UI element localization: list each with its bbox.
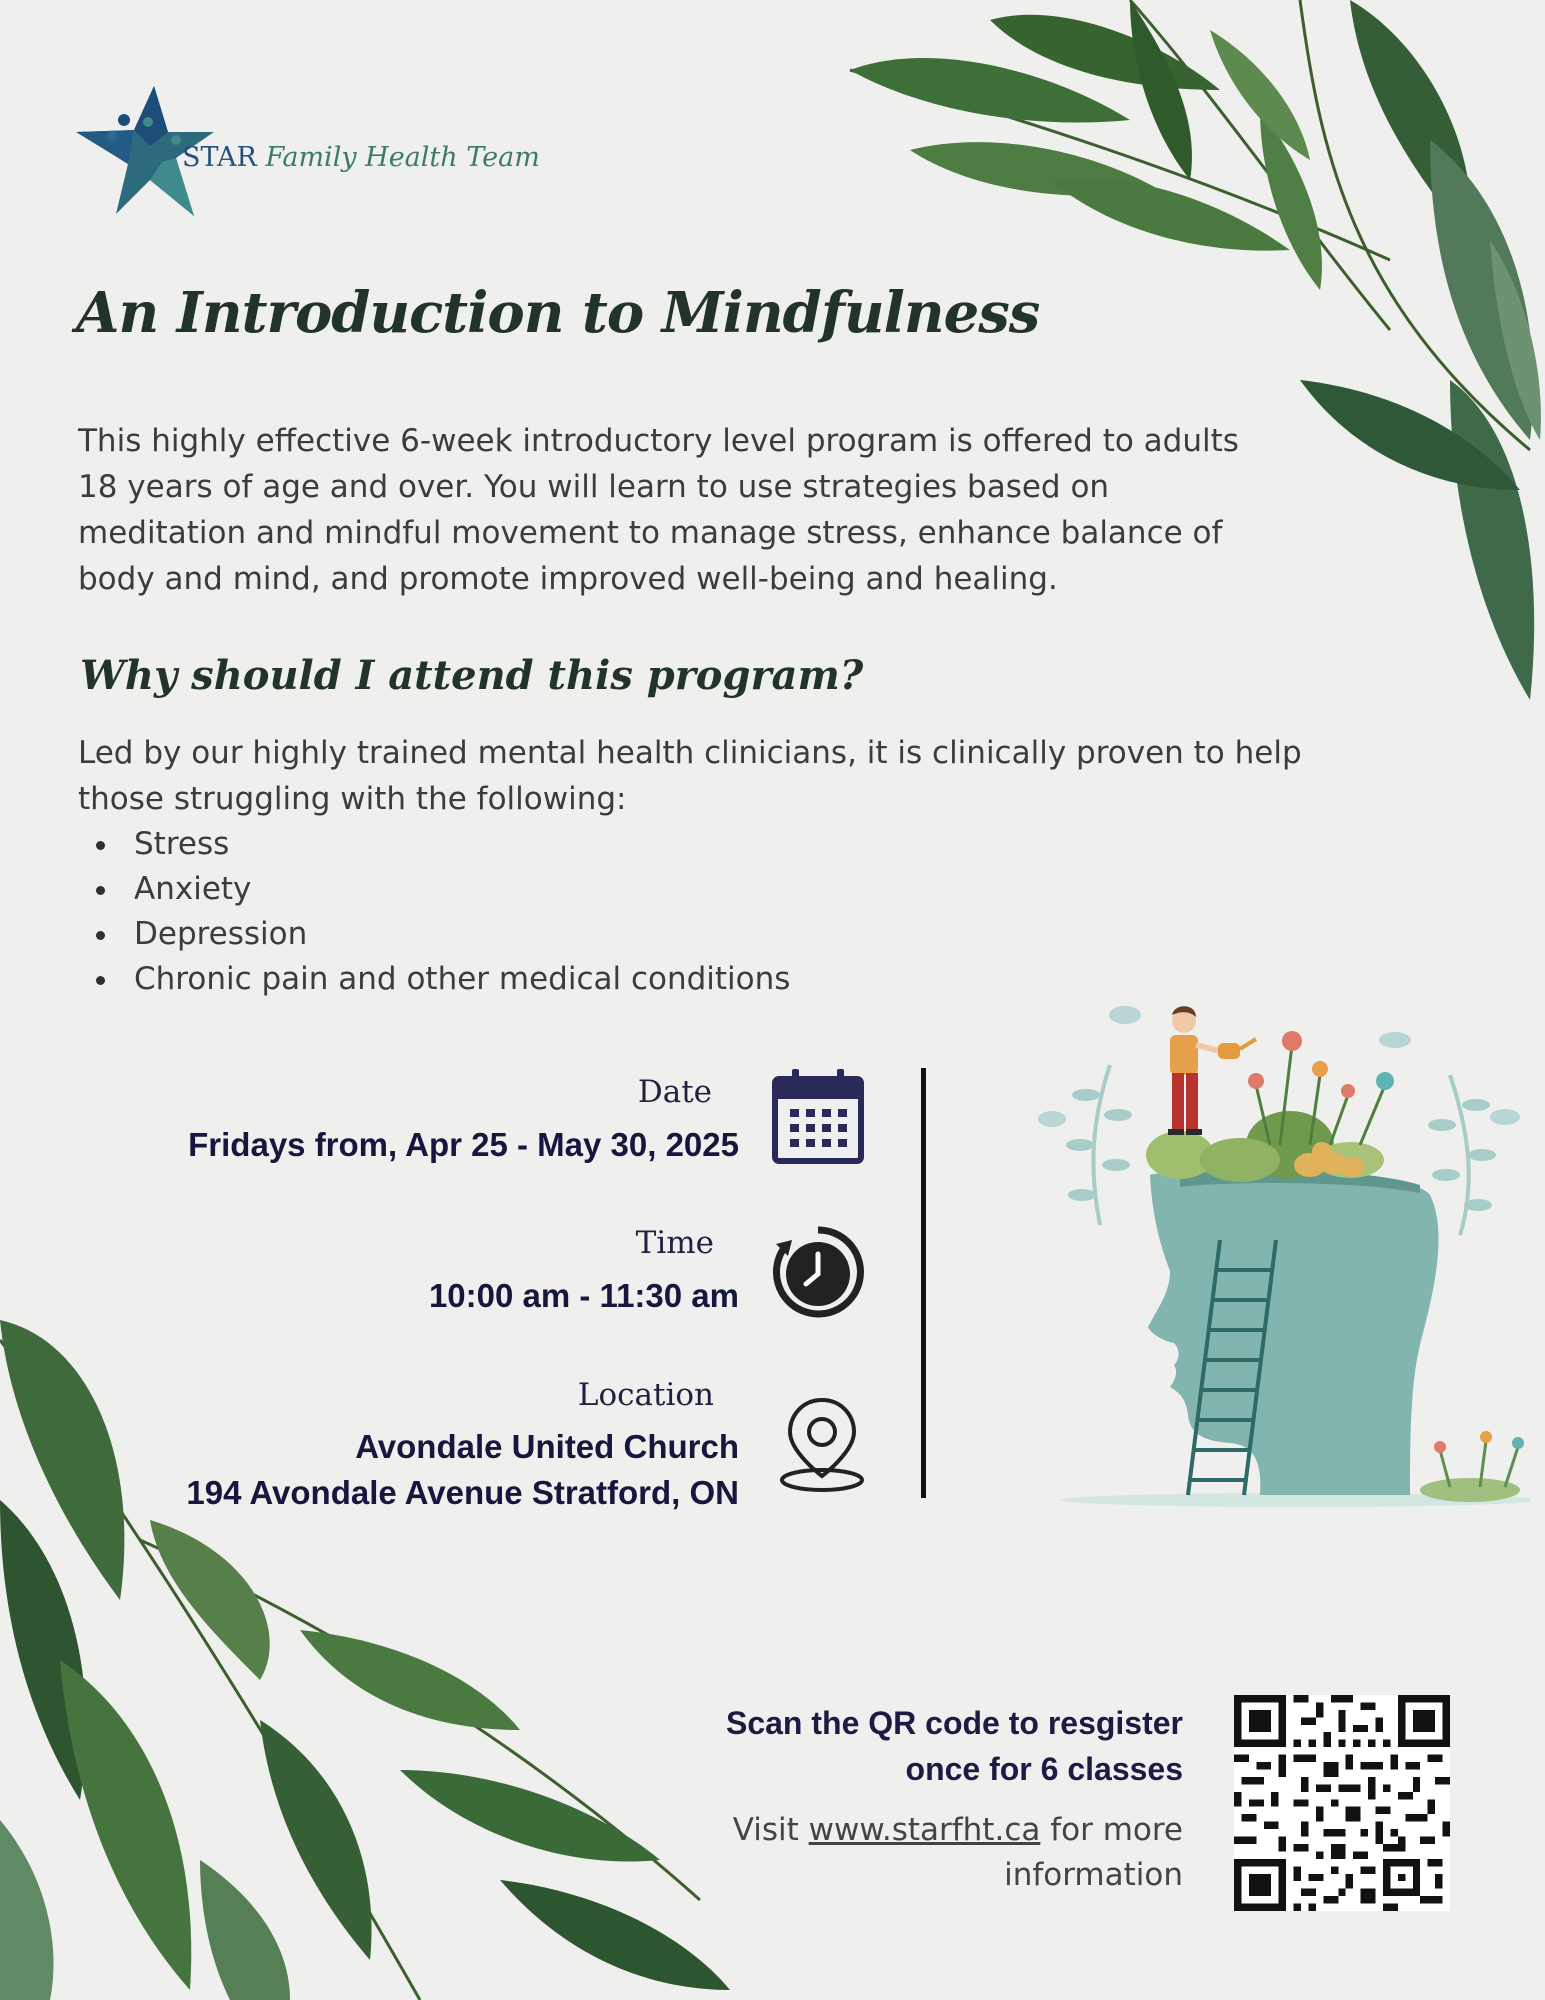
list-item: Chronic pain and other medical conditions bbox=[78, 957, 790, 1002]
details-divider bbox=[921, 1068, 926, 1498]
intro-paragraph bbox=[78, 418, 1318, 602]
location-line2: 194 Avondale Avenue Stratford, ON bbox=[186, 1474, 739, 1511]
list-item: Depression bbox=[78, 912, 790, 957]
map-pin-icon bbox=[778, 1392, 866, 1496]
leaves-top-right-decoration bbox=[830, 0, 1545, 720]
intro-line: This highly effective 6-week introductory level program is offered to adults bbox=[78, 423, 1239, 459]
why-lead-line: Led by our highly trained mental health clinicians, it is clinically proven to help bbox=[78, 735, 1302, 771]
visit-prefix: Visit bbox=[732, 1812, 809, 1848]
why-lead-line: those struggling with the following: bbox=[78, 781, 627, 817]
time-label: Time bbox=[635, 1225, 714, 1261]
intro-line: body and mind, and promote improved well-being and healing. bbox=[78, 561, 1058, 597]
location-label: Location bbox=[577, 1377, 714, 1413]
visit-text bbox=[733, 1808, 1183, 1898]
list-item: Stress bbox=[78, 822, 790, 867]
brand-logo bbox=[76, 84, 556, 224]
qr-code[interactable] bbox=[1234, 1695, 1450, 1911]
clock-icon bbox=[770, 1224, 866, 1320]
brand-name-star: STAR bbox=[182, 142, 257, 173]
intro-line: 18 years of age and over. You will learn to use strategies based on bbox=[78, 469, 1110, 505]
location-line1: Avondale United Church bbox=[355, 1428, 739, 1465]
website-link[interactable]: www.starfht.ca bbox=[808, 1812, 1041, 1848]
register-line1: Scan the QR code to resgister bbox=[725, 1705, 1183, 1741]
register-line2: once for 6 classes bbox=[905, 1751, 1183, 1787]
page-title: An Introduction to Mindfulness bbox=[76, 280, 1040, 346]
why-heading: Why should I attend this program? bbox=[80, 652, 864, 699]
why-lead bbox=[78, 730, 1378, 822]
date-value: Fridays from, Apr 25 - May 30, 2025 bbox=[188, 1126, 739, 1163]
intro-line: meditation and mindful movement to manage stress, enhance balance of bbox=[78, 515, 1223, 551]
visit-suffix: for more bbox=[1040, 1812, 1183, 1848]
mindful-head-garden-illustration bbox=[1030, 995, 1530, 1515]
date-label: Date bbox=[637, 1074, 712, 1110]
list-item: Anxiety bbox=[78, 867, 790, 912]
visit-line2: information bbox=[1004, 1857, 1183, 1893]
conditions-list bbox=[78, 822, 790, 1002]
register-instructions bbox=[726, 1700, 1183, 1792]
time-value: 10:00 am - 11:30 am bbox=[428, 1277, 739, 1314]
brand-name-family: Family Health Team bbox=[265, 142, 540, 173]
calendar-icon bbox=[770, 1067, 866, 1167]
